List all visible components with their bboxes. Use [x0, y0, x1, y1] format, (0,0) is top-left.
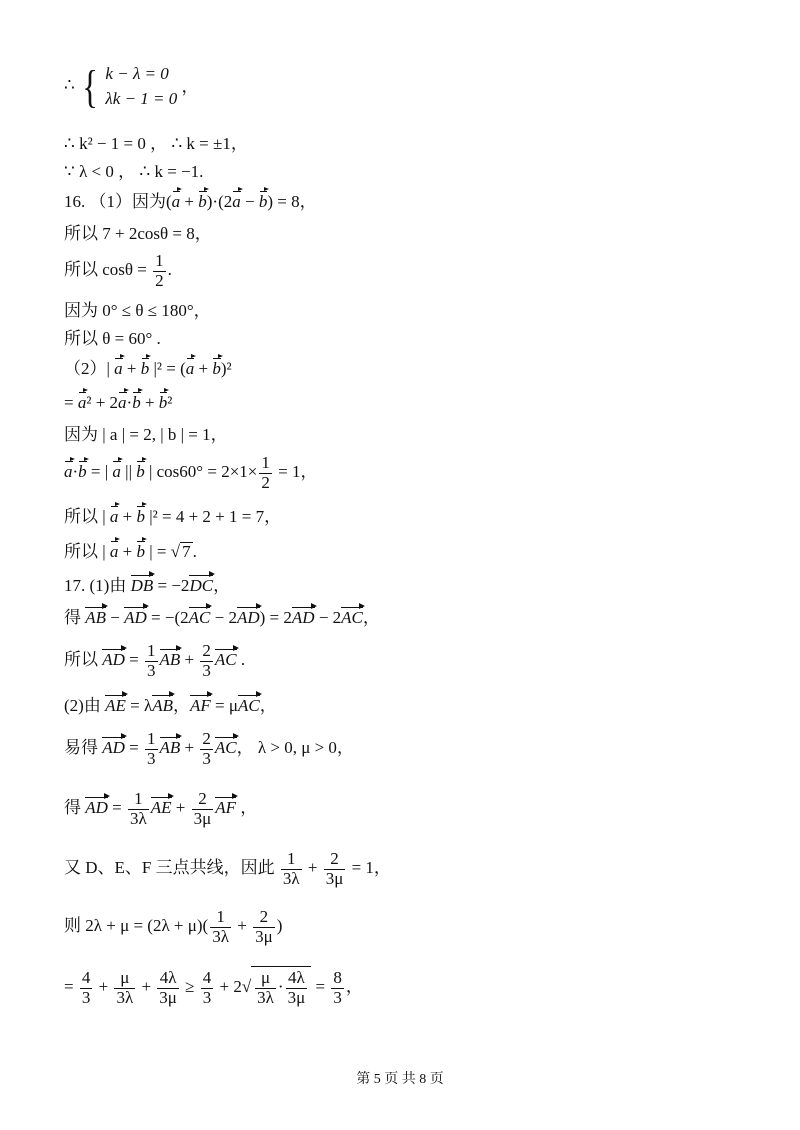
text-line: ∵ λ < 0 ， ∴ k = −1.: [64, 162, 204, 181]
text-line: 所以 θ = 60° .: [64, 329, 161, 348]
text-line: 因为 0° ≤ θ ≤ 180°，: [64, 301, 211, 320]
sys-eq-1: k − λ = 0: [105, 64, 169, 83]
text-line: 得 AB − AD = −(2AC − 2AD) = 2AD − 2AC，: [64, 608, 380, 627]
text-line: 所以 | a + b | = √ 7 .: [64, 542, 197, 561]
equation-system: ∴ { k − λ = 0 λk − 1 = 0 ，: [64, 60, 199, 112]
text-line: ∴ k² − 1 = 0 ， ∴ k = ±1，: [64, 134, 248, 153]
question-17-part-2: (2)由 AE = λAB，AF = μAC，: [64, 696, 277, 715]
text-line: 所以 | a + b |² = 4 + 2 + 1 = 7，: [64, 507, 282, 526]
question-17-heading: 17. (1)由 DB = −2DC，: [64, 576, 231, 595]
text-line: = a² + 2a·b + b²: [64, 393, 173, 412]
square-root: 7: [182, 542, 191, 561]
text-line: 所以 AD = $\frac{1}{3}$ AB + $\frac{2}{3}$ AC .: [64, 641, 246, 680]
text-line: 又 D、E、F 三点共线，因此 $\frac{1}{3\lambda}$ + $\frac{2}{3\mu}$ = 1，: [64, 849, 391, 888]
text-line: a·b = | a || b | cos60° = 2×1× $\frac{1}{2}$ = 1，: [64, 453, 318, 492]
text-line: 因为 | a | = 2, | b | = 1，: [64, 425, 228, 444]
text-line: 易得 AD = $\frac{1}{3}$ AB + $\frac{2}{3}$ AC， λ > 0, μ > 0，: [64, 729, 354, 768]
text-line: 则 2λ + μ = (2λ + μ)( $\frac{1}{3\lambda}$ + $\frac{2}{3\mu}$ ): [64, 907, 283, 946]
question-16-part-2: （2）| a + b |² = (a + b)²: [64, 359, 232, 378]
fraction: $\frac{1}{2}$: [261, 453, 270, 492]
sys-eq-2: λk − 1 = 0: [105, 88, 178, 108]
fraction: $\frac{1}{2}$: [155, 251, 164, 290]
text-line: 所以 7 + 2cosθ = 8，: [64, 224, 212, 243]
text-line: = $\frac{4}{3}$ + $\frac{\mu}{3\lambda}$ + $\frac{4\lambda}{3\mu}$ ≥ $\frac{4}{3}$ + 2√ $\frac{\mu}{3\lambda}$ · $\frac{4\lambda}{3\mu}$ = $\frac{8}{3}$ ，: [64, 968, 363, 1007]
page-footer: 第 5 页 共 8 页: [356, 1072, 444, 1087]
question-16-heading: 16. （1）因为(a + b)·(2a − b) = 8，: [64, 192, 317, 211]
text-line: 所以 cosθ = $\frac{1}{2}$ .: [64, 251, 172, 290]
text-line: 得 AD = $\frac{1}{3\lambda}$ AE + $\frac{2}{3\mu}$ AF ，: [64, 789, 258, 828]
left-brace: {: [82, 60, 98, 112]
